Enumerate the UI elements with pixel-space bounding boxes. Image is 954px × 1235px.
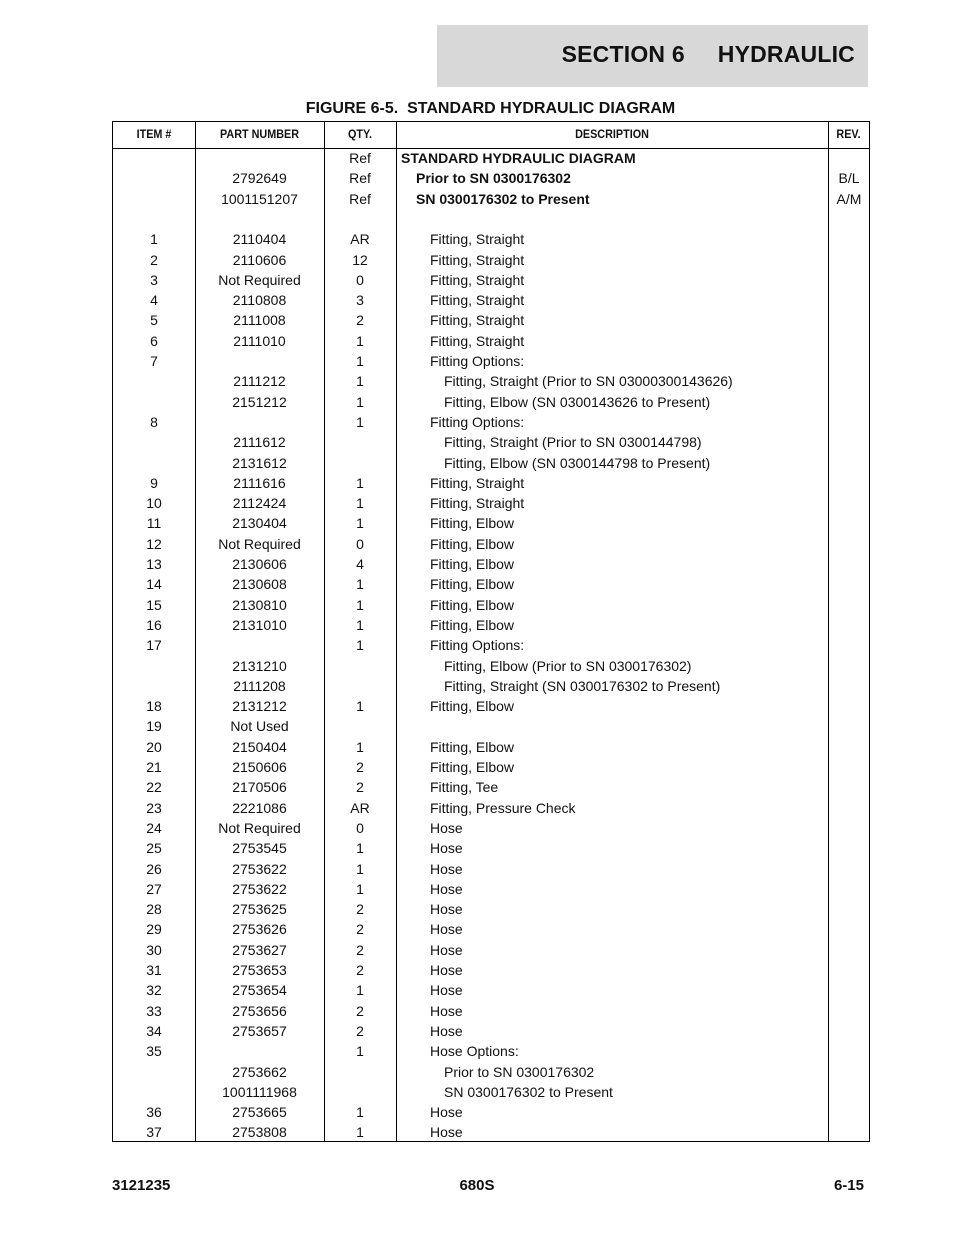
table-row <box>113 940 869 960</box>
part-number-cell: 2753656 <box>232 1002 287 1019</box>
quantity-cell: 1 <box>356 353 364 369</box>
table-row <box>113 960 869 980</box>
quantity-cell: 12 <box>352 251 368 268</box>
part-number-cell: 2110606 <box>232 251 287 268</box>
item-number-cell: 29 <box>146 921 162 938</box>
quantity-cell: 4 <box>356 556 364 572</box>
table-row <box>113 1001 869 1021</box>
item-number-cell: 32 <box>146 982 162 999</box>
description-cell: Fitting, Elbow (SN 0300143626 to Present) <box>444 393 711 410</box>
quantity-cell: 2 <box>356 901 364 918</box>
description-cell: Fitting, Straight <box>430 474 525 491</box>
table-row <box>113 635 869 655</box>
part-number-cell: 1001111968 <box>222 1083 297 1100</box>
part-number-cell: 1001151207 <box>221 190 298 207</box>
figure-title: FIGURE 6-5. STANDARD HYDRAULIC DIAGRAM <box>305 100 676 117</box>
description-cell: Hose <box>430 1022 463 1039</box>
table-row <box>113 250 869 270</box>
table-row <box>113 513 869 533</box>
item-number-cell: 22 <box>146 779 162 796</box>
description-cell: Fitting, Elbow <box>430 535 515 552</box>
table-row <box>113 229 869 249</box>
item-number-cell: 20 <box>146 738 162 755</box>
description-cell: Fitting, Straight <box>430 271 525 288</box>
description-cell: Fitting, Elbow <box>430 738 515 755</box>
description-cell: Fitting Options: <box>430 637 525 654</box>
table-row <box>113 615 869 635</box>
part-number-cell: 2753625 <box>232 901 287 918</box>
item-number-cell: 18 <box>146 698 162 715</box>
table-row <box>113 696 869 716</box>
description-cell: Fitting, Straight (Prior to SN 0300144798) <box>444 434 702 451</box>
item-number-cell: 28 <box>146 901 162 918</box>
part-number-cell: 2130810 <box>232 596 287 613</box>
description-cell: Hose <box>430 962 463 978</box>
description-cell: Fitting, Straight (SN 0300176302 to Present) <box>444 677 721 694</box>
part-number-cell: 2753662 <box>232 1063 287 1080</box>
table-row <box>113 534 869 554</box>
table-row <box>113 595 869 615</box>
quantity-cell: 3 <box>356 292 364 309</box>
description-cell: Fitting, Straight <box>430 231 525 248</box>
quantity-cell: AR <box>350 231 370 248</box>
item-number-cell: 34 <box>146 1022 162 1039</box>
item-number-cell: 23 <box>146 799 162 816</box>
quantity-cell: 1 <box>356 413 364 430</box>
description-cell: Hose <box>430 1124 463 1141</box>
part-number-cell: 2753657 <box>232 1022 287 1039</box>
table-row <box>113 290 869 310</box>
section-title: SECTION 6 HYDRAULIC <box>561 41 855 67</box>
description-cell: Fitting, Elbow <box>430 596 515 613</box>
column-header-qty: QTY. <box>347 127 372 141</box>
description-cell: Fitting, Straight <box>430 312 525 329</box>
table-row <box>113 1122 869 1142</box>
quantity-cell: 2 <box>356 941 364 958</box>
part-number-cell: 2792649 <box>232 170 287 187</box>
description-cell: Hose <box>430 1104 463 1121</box>
part-number-cell: Not Required <box>218 819 301 836</box>
part-number-cell: 2753622 <box>232 880 287 897</box>
item-number-cell: 7 <box>150 353 158 369</box>
part-number-cell: 2112424 <box>232 495 287 512</box>
description-cell: Fitting, Elbow <box>430 759 515 775</box>
part-number-cell: 2753654 <box>232 982 287 999</box>
table-row <box>113 473 869 493</box>
description-cell: Hose <box>430 982 463 999</box>
part-number-cell: 2111212 <box>233 373 286 390</box>
quantity-cell: Ref <box>349 190 371 207</box>
quantity-cell: 2 <box>356 312 364 329</box>
item-number-cell: 25 <box>146 840 162 857</box>
item-number-cell: 21 <box>146 759 162 775</box>
description-cell: Hose <box>430 819 463 836</box>
table-row <box>113 351 869 371</box>
part-number-cell: 2753545 <box>232 840 287 857</box>
quantity-cell: 2 <box>356 921 364 938</box>
table-row <box>113 148 869 168</box>
item-number-cell: 15 <box>146 596 162 613</box>
part-number-cell: 2131212 <box>232 698 287 715</box>
part-number-cell: 2753808 <box>232 1124 287 1141</box>
table-row <box>113 270 869 290</box>
quantity-cell: 1 <box>356 1043 364 1060</box>
table-row <box>113 209 869 229</box>
item-number-cell: 17 <box>146 637 162 654</box>
item-number-cell: 14 <box>146 576 162 593</box>
part-number-cell: 2110404 <box>232 231 287 248</box>
table-row <box>113 432 869 452</box>
part-number-cell: 2110808 <box>232 292 287 309</box>
item-number-cell: 6 <box>150 332 158 349</box>
footer-document-number: 3121235 <box>112 1177 171 1194</box>
description-cell: Hose <box>430 860 463 877</box>
description-cell: Hose <box>430 880 463 897</box>
quantity-cell: 1 <box>356 880 364 897</box>
description-cell: Fitting, Elbow (SN 0300144798 to Present) <box>444 454 711 471</box>
part-number-cell: Not Required <box>218 271 301 288</box>
quantity-cell: 1 <box>356 698 364 715</box>
quantity-cell: 2 <box>356 1002 364 1019</box>
quantity-cell: 1 <box>356 637 364 654</box>
part-number-cell: 2753627 <box>232 941 287 958</box>
item-number-cell: 11 <box>146 515 162 532</box>
item-number-cell: 36 <box>146 1104 162 1121</box>
part-number-cell: 2111208 <box>233 677 286 694</box>
table-row <box>113 818 869 838</box>
table-row <box>113 716 869 736</box>
description-cell: Fitting, Elbow <box>430 515 515 532</box>
part-number-cell: 2130606 <box>232 556 287 572</box>
quantity-cell: 1 <box>356 393 364 410</box>
part-number-cell: 2130404 <box>232 515 287 532</box>
table-row <box>113 453 869 473</box>
table-row <box>113 189 869 209</box>
quantity-cell: 1 <box>356 1104 364 1121</box>
description-cell: Hose <box>430 1002 463 1019</box>
table-row <box>113 331 869 351</box>
quantity-cell: Ref <box>349 150 371 166</box>
description-cell: Hose <box>430 941 463 958</box>
description-cell: Fitting, Elbow (Prior to SN 0300176302) <box>444 657 692 674</box>
part-number-cell: 2753665 <box>232 1104 287 1121</box>
quantity-cell: 1 <box>356 616 364 633</box>
part-number-cell: 2111008 <box>233 312 286 329</box>
quantity-cell: 1 <box>356 596 364 613</box>
item-number-cell: 2 <box>150 251 158 268</box>
column-header-rev: REV. <box>836 127 861 141</box>
part-number-cell: 2753622 <box>232 860 287 877</box>
table-row <box>113 980 869 1000</box>
item-number-cell: 35 <box>146 1043 162 1060</box>
section-header-banner <box>437 25 868 87</box>
table-row <box>113 798 869 818</box>
table-row <box>113 371 869 391</box>
part-number-cell: 2131612 <box>232 454 287 471</box>
table-row <box>113 168 869 188</box>
quantity-cell: 1 <box>356 474 364 491</box>
table-row <box>113 838 869 858</box>
item-number-cell: 12 <box>146 535 162 552</box>
description-cell: Fitting, Elbow <box>430 616 515 633</box>
table-row <box>113 676 869 696</box>
quantity-cell: Ref <box>349 170 371 187</box>
table-row <box>113 757 869 777</box>
revision-cell: B/L <box>838 170 860 187</box>
item-number-cell: 4 <box>150 292 158 309</box>
description-cell: Fitting, Straight <box>430 292 525 309</box>
table-row <box>113 777 869 797</box>
footer-page-number: 6-15 <box>833 1177 864 1194</box>
part-number-cell: 2111010 <box>233 332 286 349</box>
table-row <box>113 656 869 676</box>
part-number-cell: 2111612 <box>233 434 286 451</box>
table-row <box>113 1102 869 1122</box>
description-cell: Fitting, Tee <box>430 779 499 796</box>
quantity-cell: 1 <box>356 515 364 532</box>
description-cell: Prior to SN 0300176302 <box>444 1063 595 1080</box>
description-cell: STANDARD HYDRAULIC DIAGRAM <box>401 150 636 166</box>
quantity-cell: 1 <box>356 332 364 349</box>
table-row <box>113 737 869 757</box>
item-number-cell: 10 <box>146 495 162 512</box>
item-number-cell: 26 <box>146 860 162 877</box>
table-row <box>113 554 869 574</box>
quantity-cell: 0 <box>356 819 364 836</box>
table-row <box>113 1021 869 1041</box>
part-number-cell: 2131210 <box>232 657 287 674</box>
item-number-cell: 31 <box>146 962 162 978</box>
table-row <box>113 879 869 899</box>
item-number-cell: 33 <box>146 1002 162 1019</box>
item-number-cell: 3 <box>150 271 158 288</box>
item-number-cell: 19 <box>146 718 162 735</box>
description-cell: Fitting, Elbow <box>430 698 515 715</box>
description-cell: Prior to SN 0300176302 <box>416 170 571 187</box>
column-header-part-number: PART NUMBER <box>219 127 300 141</box>
parts-table <box>112 121 870 1142</box>
quantity-cell: 0 <box>356 535 364 552</box>
table-row <box>113 899 869 919</box>
description-cell: Fitting, Pressure Check <box>430 799 576 816</box>
table-row <box>113 859 869 879</box>
item-number-cell: 30 <box>146 941 162 958</box>
column-header-description: DESCRIPTION <box>575 127 649 141</box>
table-row <box>113 412 869 432</box>
table-row <box>113 1041 869 1061</box>
quantity-cell: 1 <box>356 840 364 857</box>
description-cell: SN 0300176302 to Present <box>416 190 590 207</box>
column-header-item: ITEM # <box>136 127 172 141</box>
quantity-cell: 2 <box>356 1022 364 1039</box>
item-number-cell: 5 <box>150 312 158 329</box>
description-cell: SN 0300176302 to Present <box>444 1083 613 1100</box>
quantity-cell: 1 <box>356 576 364 593</box>
part-number-cell: 2131010 <box>232 616 287 633</box>
quantity-cell: 2 <box>356 962 364 978</box>
part-number-cell: 2150404 <box>232 738 287 755</box>
part-number-cell: 2151212 <box>232 393 287 410</box>
table-row <box>113 574 869 594</box>
item-number-cell: 1 <box>150 231 158 248</box>
description-cell: Fitting, Straight <box>430 251 525 268</box>
item-number-cell: 27 <box>146 880 162 897</box>
quantity-cell: 1 <box>356 860 364 877</box>
description-cell: Hose <box>430 901 463 918</box>
description-cell: Hose <box>430 921 463 938</box>
part-number-cell: 2150606 <box>232 759 287 775</box>
description-cell: Fitting, Elbow <box>430 576 515 593</box>
description-cell: Fitting, Straight <box>430 495 525 512</box>
part-number-cell: 2170506 <box>232 779 287 796</box>
description-cell: Hose <box>430 840 463 857</box>
quantity-cell: 1 <box>356 982 364 999</box>
quantity-cell: 1 <box>356 1124 364 1141</box>
item-number-cell: 13 <box>146 556 162 572</box>
description-cell: Fitting, Straight (Prior to SN 03000300143626) <box>444 373 733 390</box>
table-row <box>113 310 869 330</box>
item-number-cell: 8 <box>150 413 158 430</box>
item-number-cell: 37 <box>146 1124 162 1141</box>
item-number-cell: 16 <box>146 616 162 633</box>
table-row <box>113 919 869 939</box>
quantity-cell: 2 <box>356 779 364 796</box>
part-number-cell: 2111616 <box>233 474 286 491</box>
description-cell: Fitting Options: <box>430 353 525 369</box>
quantity-cell: AR <box>350 799 370 816</box>
quantity-cell: 1 <box>356 373 364 390</box>
item-number-cell: 24 <box>146 819 162 836</box>
table-row <box>113 1062 869 1082</box>
part-number-cell: 2753653 <box>232 962 287 978</box>
footer-model: 680S <box>459 1177 495 1194</box>
quantity-cell: 1 <box>356 738 364 755</box>
table-row <box>113 392 869 412</box>
part-number-cell: Not Required <box>218 535 301 552</box>
part-number-cell: 2130608 <box>232 576 287 593</box>
part-number-cell: 2753626 <box>232 921 287 938</box>
description-cell: Fitting, Elbow <box>430 556 515 572</box>
part-number-cell: Not Used <box>230 718 289 735</box>
table-row <box>113 1082 869 1102</box>
table-row <box>113 493 869 513</box>
revision-cell: A/M <box>836 190 862 207</box>
part-number-cell: 2221086 <box>232 799 287 816</box>
item-number-cell: 9 <box>150 474 158 491</box>
quantity-cell: 0 <box>356 271 364 288</box>
description-cell: Hose Options: <box>430 1043 519 1060</box>
description-cell: Fitting, Straight <box>430 332 525 349</box>
description-cell: Fitting Options: <box>430 413 525 430</box>
quantity-cell: 1 <box>356 495 364 512</box>
quantity-cell: 2 <box>356 759 364 775</box>
